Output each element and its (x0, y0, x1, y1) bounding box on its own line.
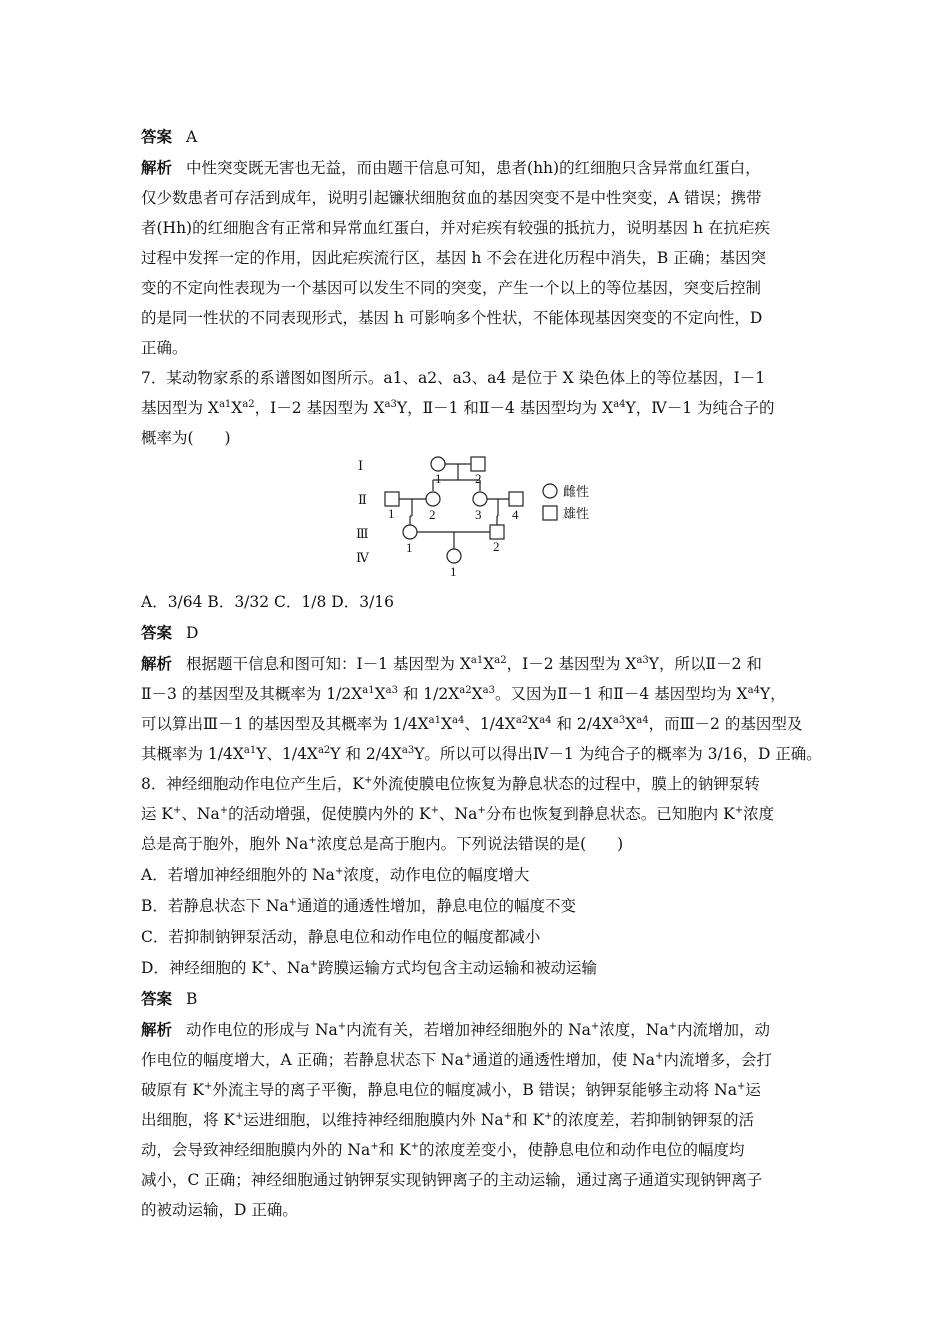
text-line: 中性突变既无害也无益，而由题干信息可知，患者(hh)的红细胞只含异常血红蛋白， (186, 159, 761, 177)
q8-option-a: A．若增加神经细胞外的 Na+浓度，动作电位的幅度增大 (141, 866, 530, 884)
analysis-label: 解析 (141, 654, 173, 673)
individual-number: 1 (388, 506, 395, 521)
individual-number: 2 (475, 471, 482, 486)
q8-analysis-7: 的被动运输，D 正确。 (141, 1201, 298, 1219)
legend-female-label: 雌性 (563, 484, 590, 499)
q8-option-d: D．神经细胞的 K+、Na+跨膜运输方式均包含主动运输和被动运输 (141, 959, 598, 977)
answer-label: 答案 (141, 623, 173, 642)
q8-option-b: B．若静息状态下 Na+通道的通透性增加，静息电位的幅度不变 (141, 897, 577, 915)
individual-number: 1 (406, 540, 413, 555)
q6-answer: A (186, 128, 198, 146)
analysis-label: 解析 (141, 1020, 173, 1039)
female-symbol (473, 492, 487, 506)
q7-stem-1: 7．某动物家系的系谱图如图所示。a1、a2、a3、a4 是位于 X 染色体上的等位基因，Ⅰ－1 (141, 369, 766, 387)
gen-label: Ⅳ (356, 550, 369, 565)
legend-male-icon (543, 506, 557, 520)
individual-number: 1 (450, 564, 457, 579)
text-line: 的是同一性状的不同表现形式，基因 h 可影响多个性状，不能体现基因突变的不定向性，D (141, 309, 763, 327)
legend-male-label: 雄性 (563, 506, 590, 521)
pedigree-diagram (350, 450, 610, 585)
q8-analysis-2: 作电位的幅度增大，A 正确；若静息状态下 Na+通道的通透性增加，使 Na+内流增多，会打 (141, 1051, 772, 1069)
gen-label: Ⅰ (358, 458, 364, 473)
q8-stem-3: 总是高于胞外，胞外 Na+浓度总是高于胞内。下列说法错误的是( ) (141, 835, 624, 853)
individual-number: 4 (512, 507, 519, 522)
male-symbol (471, 457, 485, 471)
text-line: 者(Hh)的红细胞含有正常和异常血红蛋白，并对疟疾有较强的抵抗力，说明基因 h 在抗疟疾 (141, 219, 770, 237)
q8-analysis-1: 解析 动作电位的形成与 Na+内流有关，若增加神经细胞外的 Na+浓度，Na+内流增加，动 (141, 1020, 770, 1039)
q7-analysis-1: 解析 根据题干信息和图可知：Ⅰ－1 基因型为 $X^{a1}X^{a2}$，Ⅰ－2 基因型为 $X^{a3}Y$，所以Ⅱ－2 和 (141, 654, 762, 673)
q7-answer-line (141, 623, 198, 643)
female-symbol (447, 549, 461, 563)
q7-analysis-2: Ⅱ－3 的基因型及其概率为 $1/2X^{a1}X^{a3}$ 和 $1/2X^{a2}X^{a3}$。又因为Ⅱ－1 和Ⅱ－4 基因型均为 $X^{a4}Y$， (141, 685, 786, 703)
q7-answer: D (186, 624, 199, 642)
text-line: 正确。 (141, 339, 188, 357)
q8-analysis-3: 破原有 K+外流主导的离子平衡，静息电位的幅度减小，B 错误；钠钾泵能够主动将 Na+运 (141, 1081, 761, 1099)
q8-answer-line (141, 989, 197, 1009)
male-symbol (509, 492, 523, 506)
q7-analysis-3: 可以算出Ⅲ－1 的基因型及其概率为 $1/4X^{a1}X^{a4}$、$1/4X^{a2}X^{a4}$ 和 $2/4X^{a3}X^{a4}$，而Ⅲ－2 的基因型及 (141, 715, 803, 733)
q8-stem-2: 运 K+、Na+的活动增强，促使膜内外的 K+、Na+分布也恢复到静息状态。已知胞内 K+浓度 (141, 805, 775, 823)
q7-stem-3: 概率为( ) (141, 429, 231, 447)
q8-analysis-6: 减小，C 正确；神经细胞通过钠钾泵实现钠钾离子的主动运输，通过离子通道实现钠钾离子 (141, 1171, 763, 1189)
answer-label: 答案 (141, 989, 173, 1008)
q8-stem-1: 8．神经细胞动作电位产生后，K+外流使膜电位恢复为静息状态的过程中，膜上的钠钾泵转 (141, 775, 760, 793)
text-line: 变的不定向性表现为一个基因可以发生不同的突变，产生一个以上的等位基因，突变后控制 (141, 279, 762, 297)
individual-number: 3 (475, 507, 482, 522)
individual-number: 2 (493, 539, 500, 554)
q7-analysis-4: 其概率为 $1/4X^{a1}Y$、$1/4X^{a2}Y$ 和 $2/4X^{a3}Y$。所以可以得出Ⅳ－1 为纯合子的概率为 3/16，D 正确。 (141, 745, 822, 763)
individual-number: 2 (429, 507, 436, 522)
q8-analysis-5: 动，会导致神经细胞膜内外的 Na+和 K+的浓度差变小，使静息电位和动作电位的幅度均 (141, 1141, 745, 1159)
female-symbol (403, 525, 417, 539)
female-symbol (431, 457, 445, 471)
q6-analysis-line (141, 158, 761, 178)
gen-label: Ⅲ (356, 526, 369, 541)
text-line: 仅少数患者可存活到成年，说明引起镰状细胞贫血的基因突变不是中性突变，A 错误；携带 (141, 189, 762, 207)
text-line: 过程中发挥一定的作用，因此疟疾流行区，基因 h 不会在进化历程中消失，B 正确；基因突 (141, 249, 767, 267)
q6-answer-line (141, 127, 197, 147)
q8-analysis-4: 出细胞，将 K+运进细胞，以维持神经细胞膜内外 Na+和 K+的浓度差，若抑制钠钾泵的活 (141, 1111, 754, 1129)
individual-number: 1 (435, 471, 442, 486)
male-symbol (490, 525, 504, 539)
answer-label: 答案 (141, 127, 173, 146)
q8-option-c: C．若抑制钠钾泵活动，静息电位和动作电位的幅度都减小 (141, 928, 541, 946)
female-symbol (426, 492, 440, 506)
gen-label: Ⅱ (358, 492, 367, 507)
q8-answer: B (186, 990, 198, 1008)
legend-female-icon (543, 484, 557, 498)
analysis-label: 解析 (141, 158, 173, 177)
male-symbol (385, 492, 399, 506)
q7-options: A．3/64 B．3/32 C．1/8 D．3/16 (141, 593, 395, 611)
q7-stem-2: 基因型为 $X^{a1}X^{a2}$，Ⅰ－2 基因型为 $X^{a3}Y$，Ⅱ－1 和Ⅱ－4 基因型均为 $X^{a4}Y$，Ⅳ－1 为纯合子的 (141, 399, 775, 417)
